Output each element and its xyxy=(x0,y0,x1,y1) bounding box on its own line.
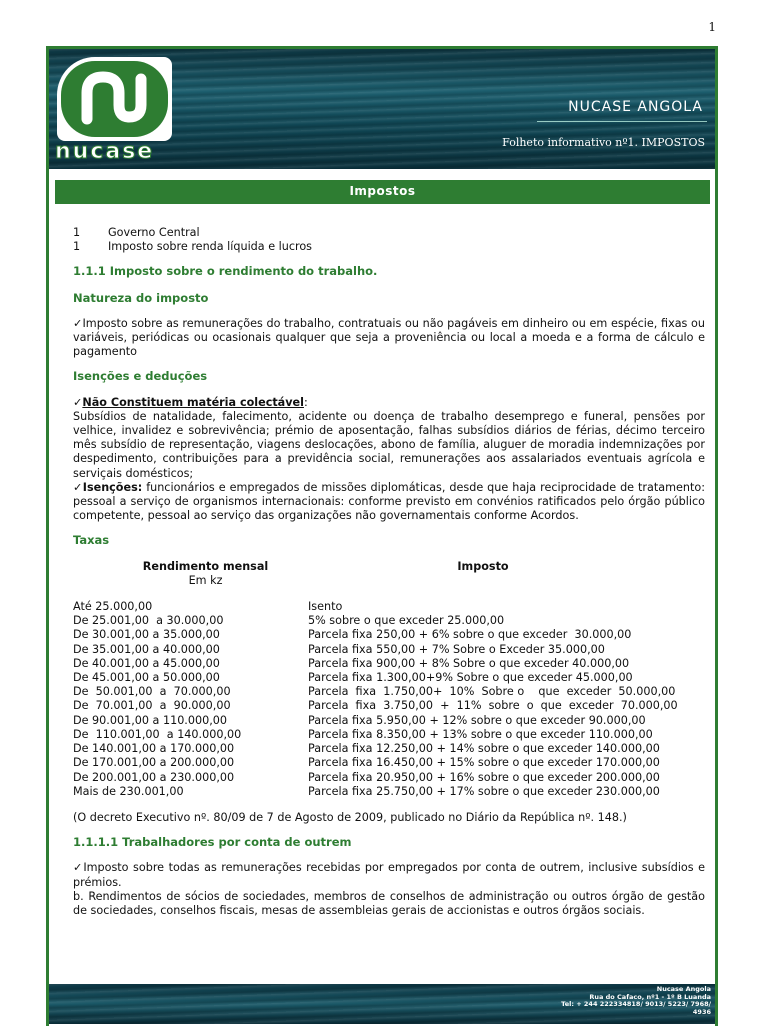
tax-rate: Parcela fixa 20.950,00 + 16% sobre o que exceder 200.000,00 xyxy=(308,770,660,784)
company-name: NUCASE ANGOLA xyxy=(568,99,703,115)
decree-note: (O decreto Executivo nº. 80/09 de 7 de Agosto de 2009, publicado no Diário da República nº. 148.) xyxy=(73,810,627,824)
tax-range: De 140.001,00 a 170.000,00 xyxy=(73,742,235,756)
tax-row xyxy=(73,643,705,657)
tax-range: De 50.001,00 a 70.000,00 xyxy=(73,685,231,699)
tax-row xyxy=(73,699,705,713)
isencoes-heading: Isenções e deduções xyxy=(73,369,208,384)
tax-range: De 25.001,00 a 30.000,00 xyxy=(73,614,224,628)
tax-row xyxy=(73,614,705,628)
currency-unit: Em kz xyxy=(188,573,223,587)
header xyxy=(49,49,715,169)
tax-range: De 35.001,00 a 40.000,00 xyxy=(73,642,220,656)
tax-rate: Parcela fixa 550,00 + 7% Sobre o Exceder 35.000,00 xyxy=(308,642,605,656)
section-heading: 1.1.1 Imposto sobre o rendimento do trabalho. xyxy=(73,264,378,279)
isencoes-detail: ✓Isenções: funcionários e empregados de missões diplomáticas, desde que haja reciprocidade de tratamento: pessoal a serviço de organismos internacionais: conforme previsto em convénios ratificados pelo órgão público competente, pessoal ao serviço das organizações não governamentais conforme Acordos. xyxy=(73,480,705,523)
tax-range: De 40.001,00 a 45.000,00 xyxy=(73,656,220,670)
footer xyxy=(49,984,715,1024)
section-banner: Impostos xyxy=(55,180,710,204)
page-number: 1 xyxy=(708,20,716,34)
tax-range: De 200.001,00 a 230.000,00 xyxy=(73,770,235,784)
col-rendimento: Rendimento mensal xyxy=(142,559,269,573)
header-divider xyxy=(537,121,707,122)
tax-range: De 90.001,00 a 110.000,00 xyxy=(73,713,228,727)
taxas-heading: Taxas xyxy=(73,533,110,548)
conta-outrem-text-b: b. Rendimentos de sócios de sociedades, membros de conselhos de administração ou outros órgão de gestão de sociedades, conselhos fiscais, mesas de assembleias gerais de accionistas e outros órgãos sociais. xyxy=(73,889,705,917)
tax-rate: Parcela fixa 900,00 + 8% Sobre o que exceder 40.000,00 xyxy=(308,656,630,670)
tax-rate: Parcela fixa 5.950,00 + 12% sobre o que exceder 90.000,00 xyxy=(308,713,646,727)
tax-rate: Parcela fixa 25.750,00 + 17% sobre o que exceder 230.000,00 xyxy=(308,784,660,798)
tax-range: De 110.001,00 a 140.000,00 xyxy=(73,727,242,741)
tax-rate: Parcela fixa 250,00 + 6% sobre o que exceder 30.000,00 xyxy=(308,628,632,642)
tax-rate: Isento xyxy=(308,600,343,614)
tax-table-header xyxy=(73,560,705,574)
outline-item: 1 Governo Central xyxy=(73,226,200,239)
natureza-heading: Natureza do imposto xyxy=(73,290,209,305)
tax-range: De 45.001,00 a 50.000,00 xyxy=(73,671,220,685)
tax-row xyxy=(73,742,705,756)
tax-range: De 170.001,00 a 200.000,00 xyxy=(73,756,235,770)
conta-outrem-text: ✓Imposto sobre todas as remunerações recebidas por empregados por conta de outrem, inclusive subsídios e prémios. xyxy=(73,861,705,889)
tax-row xyxy=(73,771,705,785)
nao-constituem-label: ✓Não Constituem matéria colectável: xyxy=(73,395,308,409)
tax-rate: Parcela fixa 1.750,00+ 10% Sobre o que exceder 50.000,00 xyxy=(308,685,676,699)
tax-row xyxy=(73,728,705,742)
tax-range: Mais de 230.001,00 xyxy=(73,784,184,798)
outline-item: 1 Imposto sobre renda líquida e lucros xyxy=(73,240,313,254)
tax-row xyxy=(73,714,705,728)
tax-rate: Parcela fixa 16.450,00 + 15% sobre o que exceder 170.000,00 xyxy=(308,756,660,770)
isencoes-text: Subsídios de natalidade, falecimento, acidente ou doença de trabalho desemprego e funeral, pensões por velhice, invalidez e sobrevivência; prémio de aposentação, falhas subsídios diários de férias, décimo terceiro mês subsídio de representação, viagens deslocações, abono de família, aluguer de moradia indemnizações por despedimento, contribuições para a previdência social, remunerações aos assalariados eventuais agrícola e serviçais domésticos; xyxy=(73,409,705,480)
col-imposto: Imposto xyxy=(457,559,509,573)
tax-range: Até 25.000,00 xyxy=(73,600,153,614)
tax-row xyxy=(73,785,705,799)
tax-row xyxy=(73,671,705,685)
tax-row xyxy=(73,685,705,699)
tax-table xyxy=(73,600,705,799)
logo-wordmark: nucase xyxy=(55,139,155,164)
tax-rate: Parcela fixa 1.300,00+9% Sobre o que exceder 45.000,00 xyxy=(308,671,633,685)
leaflet-title: Folheto informativo nº1. IMPOSTOS xyxy=(502,136,705,149)
tax-range: De 70.001,00 a 90.000,00 xyxy=(73,699,231,713)
tax-rate: 5% sobre o que exceder 25.000,00 xyxy=(308,614,505,628)
tax-rate: Parcela fixa 3.750,00 + 11% sobre o que exceder 70.000,00 xyxy=(308,699,678,713)
tax-row xyxy=(73,756,705,770)
natureza-text: ✓Imposto sobre as remunerações do trabalho, contratuais ou não pagáveis em dinheiro ou em espécie, fixas ou variáveis, periódicas ou ocasionais qualquer que seja a proveniência ou local a moeda e a forma de cálculo e pagamento xyxy=(73,316,705,359)
logo-emblem-icon xyxy=(57,57,172,141)
tax-rate: Parcela fixa 8.350,00 + 13% sobre o que exceder 110.000,00 xyxy=(308,727,653,741)
tax-row xyxy=(73,657,705,671)
tax-range: De 30.001,00 a 35.000,00 xyxy=(73,628,220,642)
nucase-logo xyxy=(57,57,172,141)
tax-row xyxy=(73,628,705,642)
tax-rate: Parcela fixa 12.250,00 + 14% sobre o que exceder 140.000,00 xyxy=(308,742,660,756)
footer-contact: Nucase Angola Rua do Cafaco, nº1 - 1º B Luanda Tel: + 244 222334818/ 9013/ 5223/ 7968/ 4936 xyxy=(561,985,711,1016)
conta-outrem-heading: 1.1.1.1 Trabalhadores por conta de outrem xyxy=(73,835,352,850)
document-body xyxy=(73,226,705,918)
tax-row xyxy=(73,600,705,614)
